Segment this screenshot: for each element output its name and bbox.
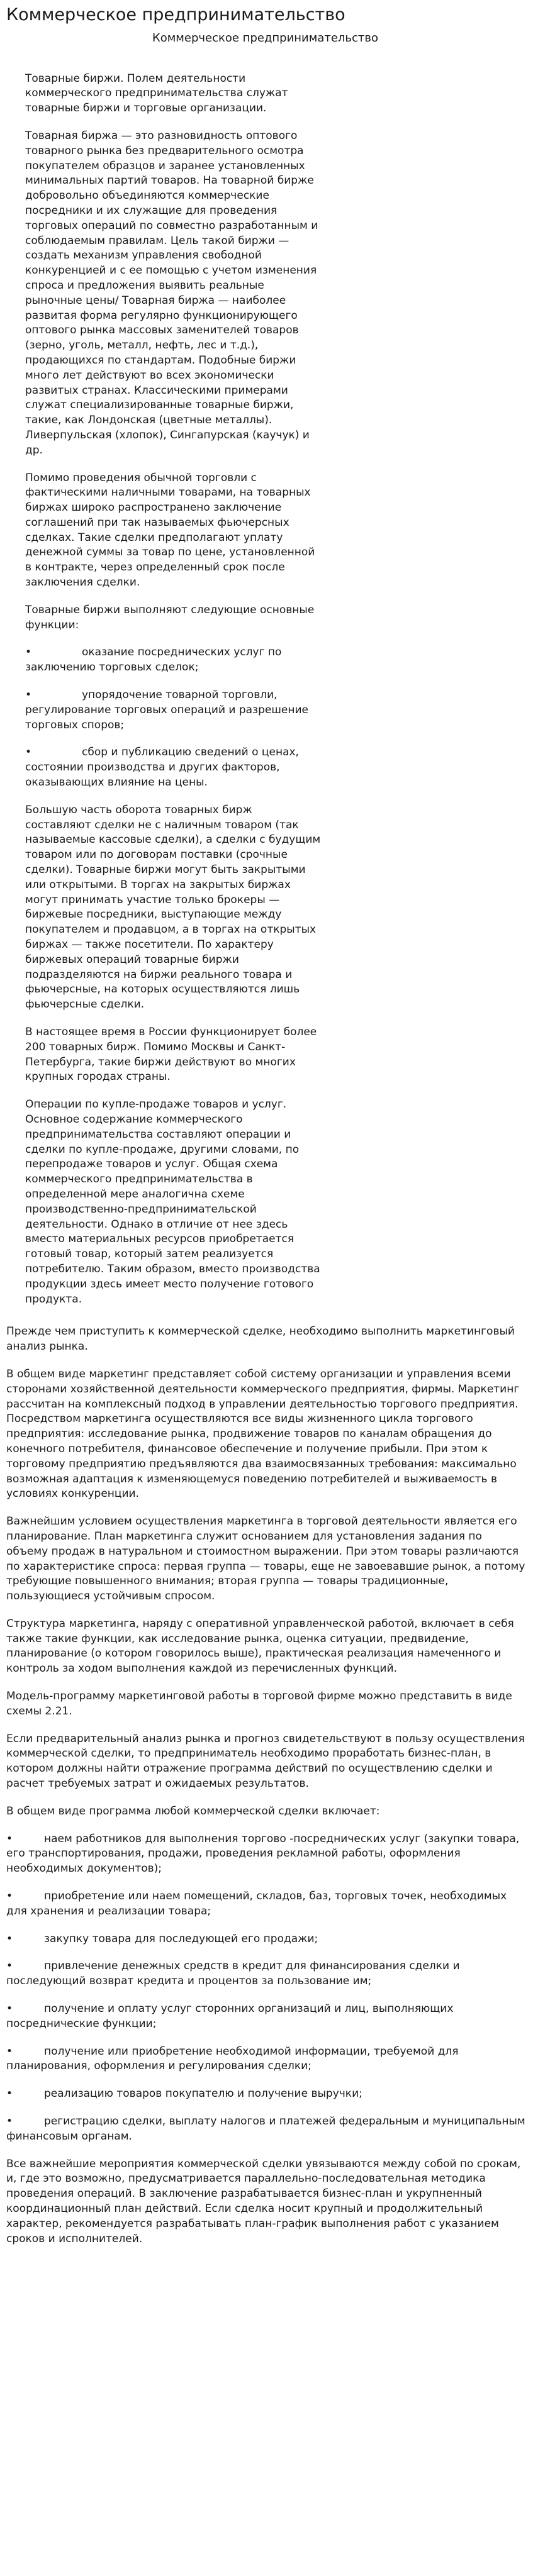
paragraph: В общем виде маркетинг представляет собой систему организации и управления всеми сторонами хозяйственной деятельности коммерческого предприятия, фирмы. Маркетинг рассчитан на комплексный подход в управлении деятельностью торгового предприятия. Посредством маркетинга осуществляются все виды жизненного цикла торгового предприятия: исследование рынка, продвижение товаров по каналам обращения до конечного потребителя, финансовое обеспечение и получение прибыли. При этом к торговому предприятию предъявляются два взаимосвязанных требования: максимально возможная адаптация к изменяющемуся поведению потребителей и выживаемость в условиях конкуренции. [6,1367,520,1501]
paragraph: Модель-программу маркетинговой работы в торговой фирме можно представить в виде схемы 2.21. [6,1690,512,1718]
paragraph: Товарные биржи. Полем деятельности коммерческого предпринимательства служат товарные биржи и торговые организации. [25,72,288,115]
bullet-icon: • [25,689,32,702]
list-item-text: оказание посреднических услуг по заключению торговых сделок; [25,646,282,674]
list-item [6,2045,525,2075]
list-item-text: сбор и публикацию сведений о ценах, состоянии производства и других факторов, оказывающих влияние на цены. [25,746,299,789]
bullet-icon: • [6,1890,13,1903]
spacer [6,1319,524,1324]
paragraph: Товарные биржи выполняют следующие основные функции: [25,603,315,631]
narrow-column [25,72,321,1307]
paragraph: Все важнейшие мероприятия коммерческой сделки увязываются между собой по срокам, и, где это возможно, предусматривается параллельно-последовательная методика проведения операций. В заключение разрабатывается бизнес-план и укрупненный координационный план действий. Если сделка носит крупный и продолжительный характер, рекомендуется разрабатывать план-график выполнения работ с указанием сроков и исполнителей. [6,2157,521,2245]
list-item [25,645,321,675]
paragraph: В настоящее время в России функционирует более 200 товарных бирж. Помимо Москвы и Санкт-Петербурга, такие биржи действуют во многих крупных городах страны. [25,1026,317,1084]
list-item-text: приобретение или наем помещений, складов, баз, торговых точек, необходимых для хранения и реализации товара; [6,1890,507,1918]
wide-column [6,1324,525,2246]
list-item-text: упорядочение товарной торговли, регулирование торговых операций и разрешение торговых споров; [25,689,308,731]
section-title: Коммерческое предпринимательство [152,31,379,45]
bullet-icon: • [6,1960,13,1973]
bullet-icon: • [25,646,32,659]
list-item [6,2114,525,2145]
list-item [6,1932,525,1947]
list-item [25,688,321,733]
paragraph: Большую часть оборота товарных бирж составляют сделки не с наличным товаром (так называемые кассовые сделки), а сделки с будущим товаром или по договорам поставки (срочные сделки). Товарные биржи могут быть закрытыми или открытыми. В торгах на закрытых биржах могут принимать участие только брокеры — биржевые посредники, выступающие между покупателем и продавцом, а в торгах на открытых биржах — также посетители. По характеру биржевых операций товарные биржи подразделяются на биржи реального товара и фьючерсные, на которых осуществляются лишь фьючерсные сделки. [25,803,321,1011]
paragraph: Прежде чем приступить к коммерческой сделке, необходимо выполнить маркетинговый анализ рынка. [6,1325,515,1353]
list-item-text: получение и оплату услуг сторонних организаций и лиц, выполняющих посреднические функции; [6,2002,454,2030]
paragraph: В общем виде программа любой коммерческой сделки включает: [6,1804,380,1818]
bullet-icon: • [6,1932,13,1945]
list-item [25,745,321,790]
list-item-text: закупку товара для последующей его продажи; [44,1932,318,1945]
list-item [6,1832,525,1877]
bullet-icon: • [6,2115,13,2128]
list-item [6,2002,525,2032]
paragraph: Важнейшим условием осуществления маркетинга в торговой деятельности является его планирование. План маркетинга служит основанием для установления задания по объему продаж в натуральном и стоимостном выражении. При этом товары различаются по характеристике спроса: первая группа — товары, еще не завоевавшие рынок, а потому требующие повышенного внимания; вторая группа — товары традиционные, пользующиеся устойчивым спросом. [6,1515,525,1603]
paragraph: Товарная биржа — это разновидность оптового товарного рынка без предварительного осмотра покупателем образцов и заранее установленных минимальных партий товаров. На товарной бирже добровольно объединяются коммерческие посредники и их служащие для проведения торговых операций по совместно разработанным и соблюдаемым правилам. Цель такой биржи — создать механизм управления свободной конкуренцией и с ее помощью с учетом изменения спроса и предложения выявить реальные рыночные цены/ Товарная биржа — наиболее развитая форма регулярно функционирующего оптового рынка массовых заменителей товаров (зерно, уголь, металл, нефть, лес и т.д.), продающихся по стандартам. Подобные биржи много лет действуют во всех экономически развитых странах. Классическими примерами служат специализированные товарные биржи, такие, как Лондонская (цветные металлы). Ливерпульская (хлопок), Сингапурская (каучук) и др. [25,129,318,457]
paragraph: Операции по купле-продаже товаров и услуг. Основное содержание коммерческого предпринимательства составляют операции и сделки по купле-продаже, другими словами, по перепродаже товаров и услуг. Общая схема коммерческого предпринимательства в определенной мере аналогична схеме производственно-предпринимательской деятельности. Однако в отличие от нее здесь вместо материальных ресурсов приобретается готовый товар, который затем реализуется потребителю. Таким образом, вместо производства продукции здесь имеет место получение готового продукта. [25,1098,320,1306]
list-item-text: наем работников для выполнения торгово -посреднических услуг (закупки товара, его транспортирования, продажи, проведения рекламной работы, оформления необходимых документов); [6,1832,520,1875]
paragraph: Если предварительный анализ рынка и прогноз свидетельствуют в пользу осуществления коммерческой сделки, то предприниматель необходимо проработать бизнес-план, в котором должны найти отражение программа действий по осуществлению сделки и расчет требуемых затрат и ожидаемых результатов. [6,1732,525,1790]
bullet-icon: • [6,2087,13,2101]
list-item [6,1889,525,1919]
bullet-icon: • [6,2045,13,2058]
list-item-text: получение или приобретение необходимой информации, требуемой для планирования, оформления и регулирования сделки; [6,2045,459,2073]
document-title: Коммерческое предпринимательство [6,5,345,25]
list-item [6,1959,525,1989]
paragraph: Помимо проведения обычной торговли с фактическими наличными товарами, на товарных биржах широко распространено заключение соглашений при так называемых фьючерсных сделках. Такие сделки предполагают уплату денежной суммы за товар по цене, установленной в контракте, через определенный срок после заключения сделки. [25,471,315,589]
paragraph: Структура маркетинга, наряду с оперативной управленческой работой, включает в себя также такие функции, как исследование рынка, оценка ситуации, предвидение, планирование (о котором говорилось выше), практическая реализация намеченного и контроль за ходом выполнения каждой из перечисленных функций. [6,1617,514,1675]
list-item-text: регистрацию сделки, выплату налогов и платежей федеральным и муниципальным финансовым органам. [6,2115,525,2143]
bullet-icon: • [25,746,32,759]
list-item-text: реализацию товаров покупателю и получение выручки; [44,2087,362,2101]
list-item-text: привлечение денежных средств в кредит для финансирования сделки и последующий возврат кредита и процентов за пользование им; [6,1960,460,1988]
bullet-icon: • [6,1832,13,1845]
bullet-icon: • [6,2002,13,2016]
list-item [6,2087,525,2102]
